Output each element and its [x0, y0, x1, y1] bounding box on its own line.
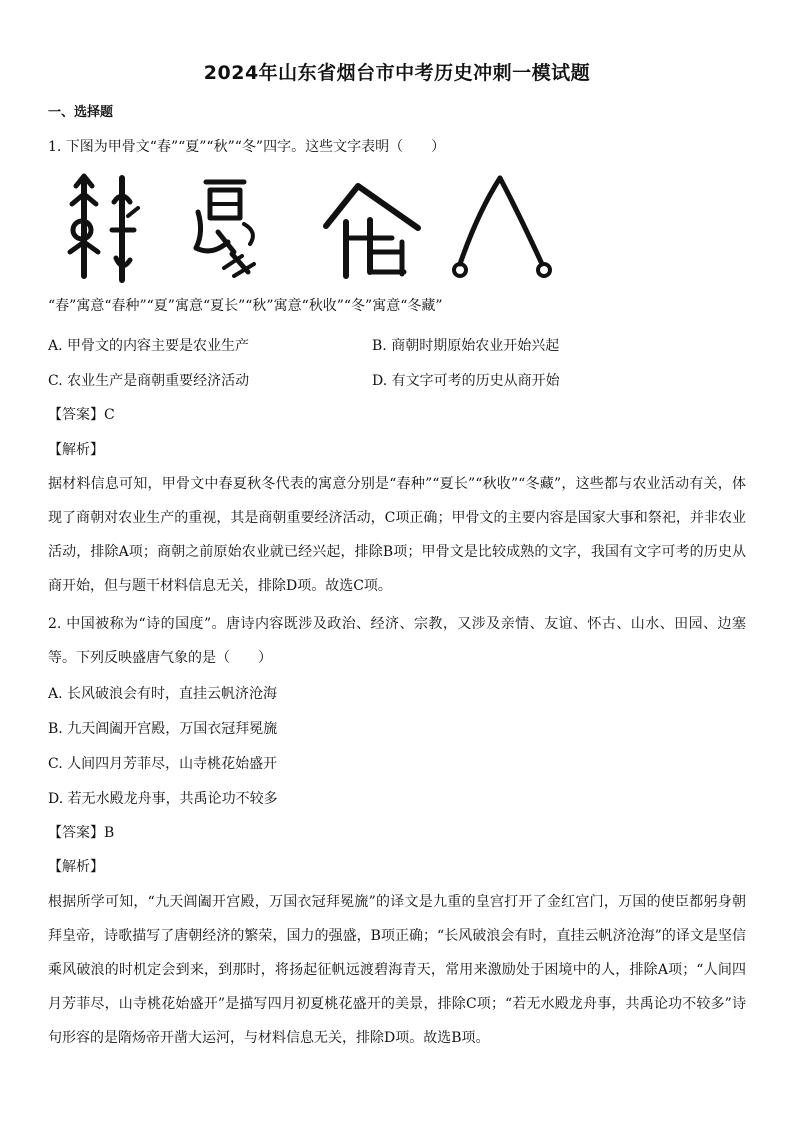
oracle-dong-icon: [448, 172, 558, 284]
question-2-answer: 【答案】B: [48, 825, 115, 841]
oracle-xia-icon: [188, 172, 268, 284]
question-1-analysis-label: 【解析】: [48, 442, 104, 458]
question-1-answer: 【答案】C: [48, 407, 115, 423]
question-2-option-b: B. 九天阊阖开宫殿，万国衣冠拜冕旒: [48, 721, 278, 737]
question-1-stem: 1. 下图为甲骨文“春”“夏”“秋”“冬”四字。这些文字表明（ ）: [48, 139, 446, 155]
question-1-option-b: B. 商朝时期原始农业开始兴起: [372, 338, 560, 354]
question-2-option-a: A. 长风破浪会有时，直挂云帆济沧海: [48, 686, 278, 702]
oracle-qiu-icon: [318, 172, 428, 284]
page-title: 2024年山东省烟台市中考历史冲刺一模试题: [203, 62, 591, 84]
question-2-analysis-label: 【解析】: [48, 859, 104, 875]
question-2-analysis: 根据所学可知，“九天阊阖开宫殿，万国衣冠拜冕旒”的译文是九重的皇宫打开了金红宫门，万国的使臣都躬身朝拜皇帝，诗歌描写了唐朝经济的繁荣，国力的强盛，B项正确；“长风破浪会有时，直挂云帆济沧海”的译文是坚信乘风破浪的时机定会到来，到那时，将扬起征帆远渡碧海青天，常用来激励处于困境中的人，排除A项；“人间四月芳菲尽，山寺桃花始盛开”是描写四月初夏桃花盛开的美景，排除C项；“若无水殿龙舟事，共禹论功不较多”诗句形容的是隋炀帝开凿大运河，与材料信息无关，排除D项。故选B项。: [48, 894, 746, 1046]
question-1-analysis: 据材料信息可知，甲骨文中春夏秋冬代表的寓意分别是“春种”“夏长”“秋收”“冬藏”，这些都与农业活动有关，体现了商朝对农业生产的重视，其是商朝重要经济活动，C项正确；甲骨文的主要内容是国家大事和祭祀，并非农业活动，排除A项；商朝之前原始农业就已经兴起，排除B项；甲骨文是比较成熟的文字，我国有文字可考的历史从商开始，但与题干材料信息无关，排除D项。故选C项。: [48, 476, 746, 594]
section-heading: 一、选择题: [48, 105, 114, 120]
question-2-option-c: C. 人间四月芳菲尽，山寺桃花始盛开: [48, 756, 278, 772]
oracle-caption: “春”寓意“春种”“夏”寓意“夏长”“秋”寓意“秋收”“冬”寓意“冬藏”: [48, 298, 443, 314]
question-1-option-d: D. 有文字可考的历史从商开始: [372, 373, 560, 389]
question-1-option-a: A. 甲骨文的内容主要是农业生产: [48, 338, 250, 354]
question-2-option-d: D. 若无水殿龙舟事，共禹论功不较多: [48, 791, 278, 807]
oracle-chun-icon: [62, 172, 142, 284]
question-1-option-c: C. 农业生产是商朝重要经济活动: [48, 373, 250, 389]
question-2-stem: 2. 中国被称为“诗的国度”。唐诗内容既涉及政治、经济、宗教，又涉及亲情、友谊、怀古、山水、田园、边塞等。下列反映盛唐气象的是（ ）: [48, 616, 746, 666]
